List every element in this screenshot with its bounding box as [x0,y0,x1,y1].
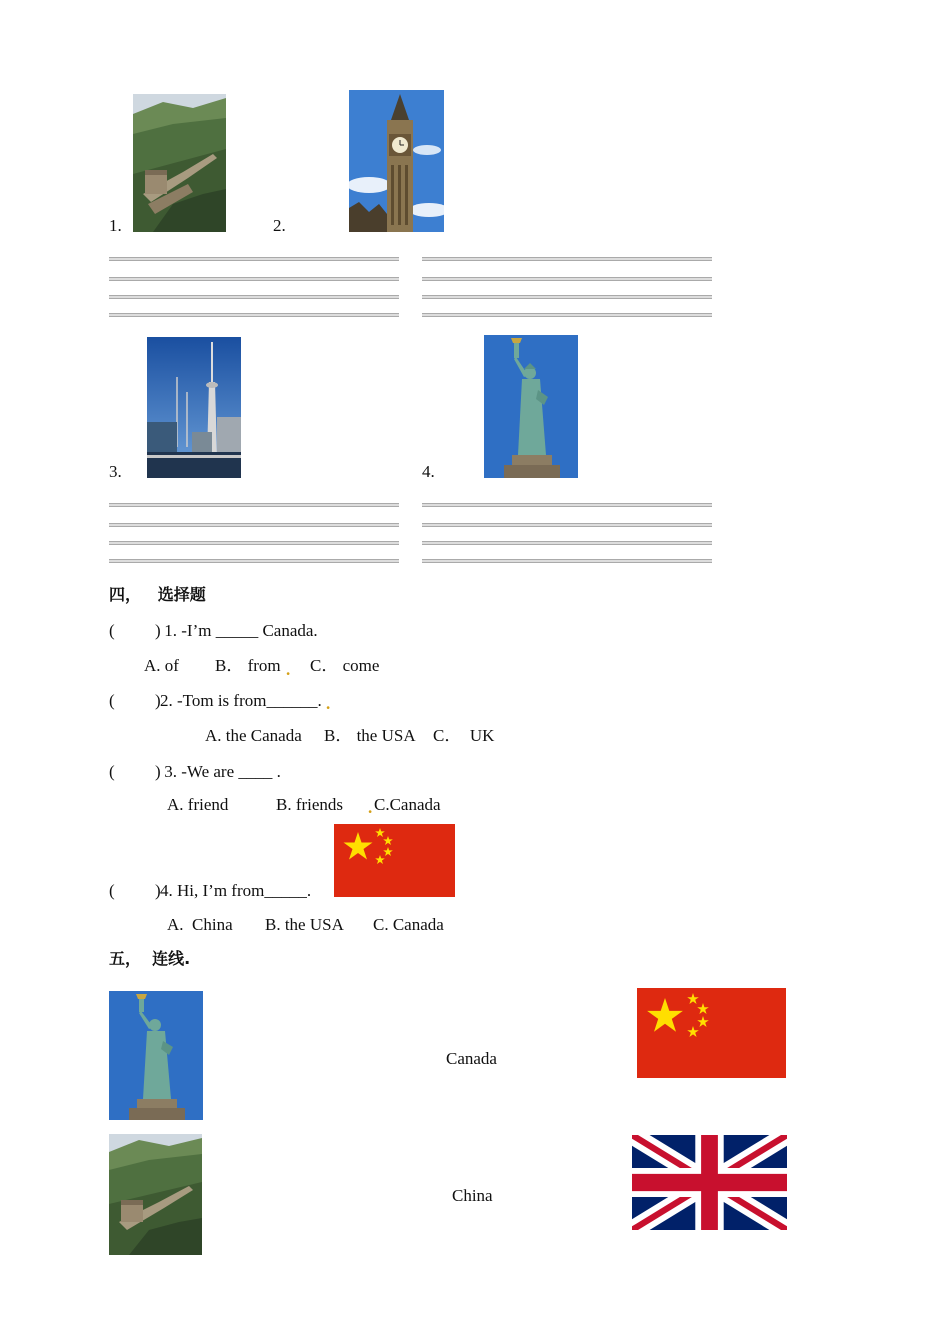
item-number-4: 4. [422,462,435,481]
q4-option-a[interactable]: A. China [167,915,233,934]
item-number-1: 1. [109,216,122,235]
item-number-2: 2. [273,216,286,235]
item-number-3: 3. [109,462,122,481]
q1-close-paren: ) [155,621,161,640]
q3-question: 3. -We are ____ . [160,762,281,781]
q2-open-paren: ( [109,691,115,710]
section-5-heading: 五， 连线. [109,949,191,968]
cn-tower-image [147,337,241,478]
q4-question: 4. Hi, I’m from_____. [160,881,312,900]
china-flag-image [334,824,455,897]
q1-option-a[interactable]: A. of [144,656,179,675]
q1-option-b[interactable]: B． from [215,656,281,675]
q3-option-c[interactable]: C.Canada [374,795,441,814]
q4-option-b[interactable]: B. the USA [265,915,344,934]
big-ben-image [349,90,444,232]
q3-option-a[interactable]: A. friend [167,795,229,814]
section-4-heading: 四， 选择题 [109,585,206,604]
statue-of-liberty-match-image[interactable] [109,991,203,1120]
q2-question: 2. -Tom is from______. [160,691,322,710]
dot-mark: . [368,798,373,817]
q1-open-paren: ( [109,621,115,640]
great-wall-image [133,94,226,232]
q2-close-paren: ) [155,691,161,710]
q4-close-paren: ) [155,881,161,900]
q3-option-b[interactable]: B. friends [276,795,344,814]
q3-close-paren: ) [155,762,161,781]
match-word-canada[interactable]: Canada [446,1049,497,1068]
uk-flag-match-image[interactable] [632,1135,787,1230]
q2-option-c[interactable]: C． UK [433,726,495,745]
q2-option-b[interactable]: B． the USA [324,726,416,745]
q4-option-c[interactable]: C. Canada [373,915,444,934]
great-wall-match-image[interactable] [109,1134,202,1255]
q2-option-a[interactable]: A. the Canada [205,726,302,745]
dot-mark: . [326,694,331,713]
dot-mark: . [286,660,291,679]
match-word-china[interactable]: China [452,1186,493,1205]
china-flag-match-image[interactable] [637,988,786,1078]
q4-open-paren: ( [109,881,115,900]
statue-of-liberty-image [484,335,578,478]
q1-question: 1. -I’m _____ Canada. [160,621,318,640]
q1-option-c[interactable]: C． come [310,656,380,675]
q3-open-paren: ( [109,762,115,781]
